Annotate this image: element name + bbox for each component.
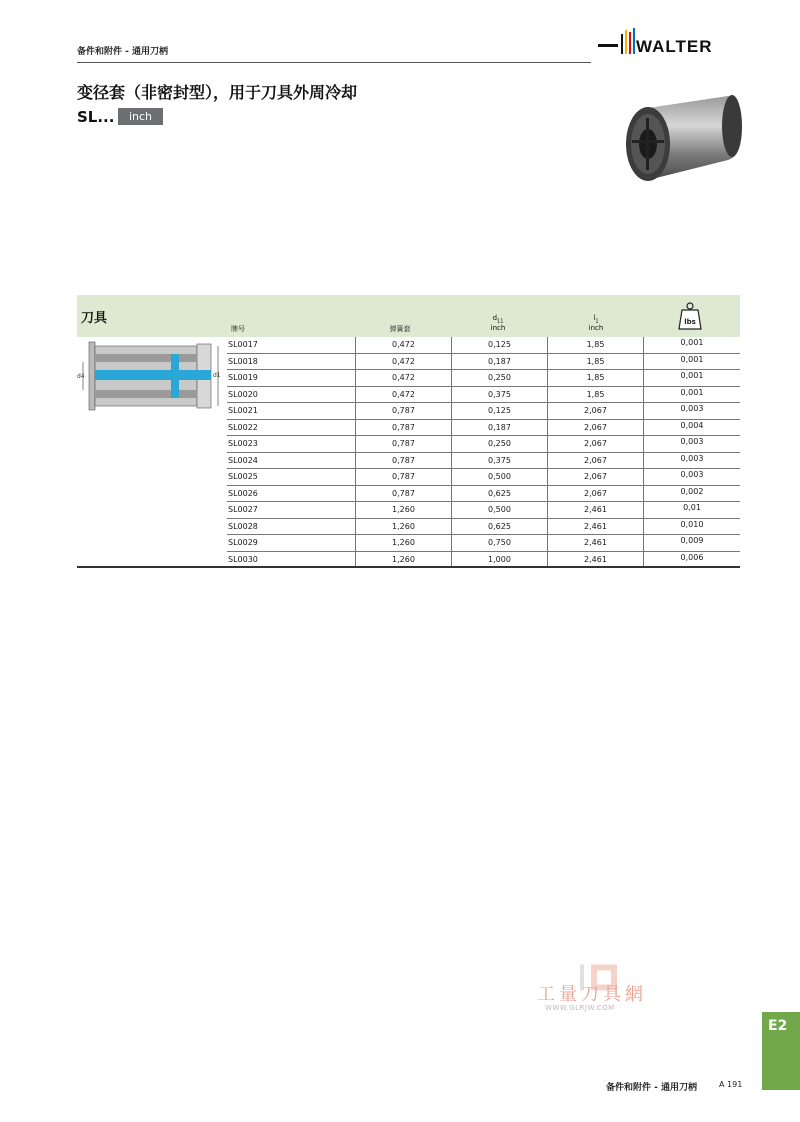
cell-lbs: 0,003 (643, 453, 740, 469)
cell-d11: 0,187 (451, 354, 547, 370)
cell-id: SL0024 (228, 455, 258, 465)
cell-d11: 0,750 (451, 535, 547, 551)
page-subtitle: SL... (77, 108, 115, 126)
cell-lbs: 0,003 (643, 403, 740, 419)
cell-collet: 0,787 (355, 436, 451, 452)
cell-collet: 0,472 (355, 387, 451, 403)
cell-collet: 1,260 (355, 535, 451, 551)
cell-l1: 2,461 (547, 552, 643, 568)
cell-id: SL0028 (228, 521, 258, 531)
cell-d11: 0,500 (451, 469, 547, 485)
cell-collet: 1,260 (355, 519, 451, 535)
cell-collet: 0,472 (355, 337, 451, 353)
product-image (618, 88, 746, 190)
cell-id: SL0025 (228, 472, 258, 481)
col-header-l1 (578, 314, 614, 332)
cell-l1: 2,067 (547, 453, 643, 469)
watermark-url: WWW.GLRJW.COM (545, 1004, 615, 1012)
table-row (227, 519, 740, 536)
l1-subscript: 1 (595, 318, 599, 325)
table-row (227, 387, 740, 404)
collet-cross-section-diagram (77, 338, 225, 418)
col-header-designation: 牌号 (231, 325, 245, 333)
header-divider (77, 62, 591, 63)
d11-subscript: 11 (497, 318, 504, 325)
cell-d11: 0,500 (451, 502, 547, 518)
cell-id: SL0029 (228, 538, 258, 547)
cell-id: SL0030 (228, 554, 258, 564)
watermark-text: 工量刀具網 (537, 984, 647, 1005)
cell-lbs: 0,004 (643, 420, 740, 436)
cell-lbs: 0,006 (643, 552, 740, 568)
cell-lbs: 0,009 (643, 535, 740, 551)
cell-lbs: 0,001 (643, 354, 740, 370)
cell-l1: 1,85 (547, 370, 643, 386)
table-row (227, 354, 740, 371)
page-number: A 191 (719, 1080, 743, 1089)
page-title: 变径套（非密封型），用于刀具外周冷却 (77, 83, 358, 102)
cell-id: SL0022 (228, 422, 258, 432)
cell-d11: 0,375 (451, 453, 547, 469)
cell-collet: 1,260 (355, 502, 451, 518)
section-tab-label: E2 (768, 1018, 788, 1034)
cell-l1: 2,461 (547, 502, 643, 518)
cell-id: SL0023 (228, 439, 258, 448)
unit-badge: inch (118, 108, 163, 125)
cell-id: SL0018 (228, 356, 258, 366)
cell-d11: 0,125 (451, 337, 547, 353)
cell-d11: 0,625 (451, 519, 547, 535)
cell-l1: 2,461 (547, 535, 643, 551)
table-row (227, 469, 740, 486)
table-row (227, 370, 740, 387)
breadcrumb: 备件和附件 - 通用刀柄 (77, 47, 169, 57)
weight-icon (678, 302, 702, 330)
d4-label: d4 (77, 373, 85, 380)
footer-text: 备件和附件 - 通用刀柄 (606, 1083, 698, 1093)
table-bottom-rule (77, 566, 740, 568)
cell-l1: 2,461 (547, 519, 643, 535)
cell-d11: 0,625 (451, 486, 547, 502)
d11-unit: inch (490, 324, 506, 333)
d1-label: d1 (213, 372, 221, 379)
cell-collet: 1,260 (355, 552, 451, 568)
cell-lbs: 0,002 (643, 486, 740, 502)
cell-collet: 0,787 (355, 469, 451, 485)
l1-unit: inch (588, 324, 604, 333)
cell-l1: 1,85 (547, 354, 643, 370)
table-row (227, 403, 740, 420)
cell-id: SL0026 (228, 488, 258, 498)
cell-lbs: 0,001 (643, 337, 740, 353)
table-row (227, 436, 740, 453)
l1-symbol: l (593, 314, 596, 322)
cell-id: SL0027 (228, 505, 258, 514)
table-row (227, 337, 740, 354)
cell-lbs: 0,01 (643, 502, 740, 518)
table-row (227, 535, 740, 552)
cell-id: SL0021 (228, 406, 258, 415)
table-row (227, 420, 740, 437)
section-label: 刀具 (81, 311, 108, 326)
cell-collet: 0,472 (355, 370, 451, 386)
d11-symbol: d (492, 314, 498, 322)
table-row (227, 486, 740, 503)
cell-d11: 0,375 (451, 387, 547, 403)
cell-lbs: 0,010 (643, 519, 740, 535)
logo-text: WALTER (636, 37, 713, 56)
table-row (227, 453, 740, 470)
cell-collet: 0,787 (355, 453, 451, 469)
cell-l1: 2,067 (547, 486, 643, 502)
cell-l1: 2,067 (547, 469, 643, 485)
cell-d11: 1,000 (451, 552, 547, 568)
cell-collet: 0,787 (355, 403, 451, 419)
col-header-d11 (480, 314, 516, 332)
cell-id: SL0017 (228, 340, 258, 349)
cell-id: SL0020 (228, 389, 258, 399)
col-header-collet: 弹簧套 (389, 325, 411, 333)
cell-d11: 0,250 (451, 370, 547, 386)
cell-collet: 0,787 (355, 420, 451, 436)
cell-lbs: 0,001 (643, 370, 740, 386)
weight-icon-label: lbs (684, 318, 696, 326)
cell-d11: 0,250 (451, 436, 547, 452)
cell-collet: 0,787 (355, 486, 451, 502)
cell-lbs: 0,003 (643, 469, 740, 485)
product-table (227, 337, 740, 568)
cell-l1: 2,067 (547, 420, 643, 436)
cell-l1: 2,067 (547, 403, 643, 419)
cell-collet: 0,472 (355, 354, 451, 370)
cell-l1: 2,067 (547, 436, 643, 452)
cell-lbs: 0,001 (643, 387, 740, 403)
cell-id: SL0019 (228, 373, 258, 382)
cell-l1: 1,85 (547, 337, 643, 353)
cell-l1: 1,85 (547, 387, 643, 403)
cell-d11: 0,187 (451, 420, 547, 436)
cell-d11: 0,125 (451, 403, 547, 419)
table-row (227, 502, 740, 519)
cell-lbs: 0,003 (643, 436, 740, 452)
